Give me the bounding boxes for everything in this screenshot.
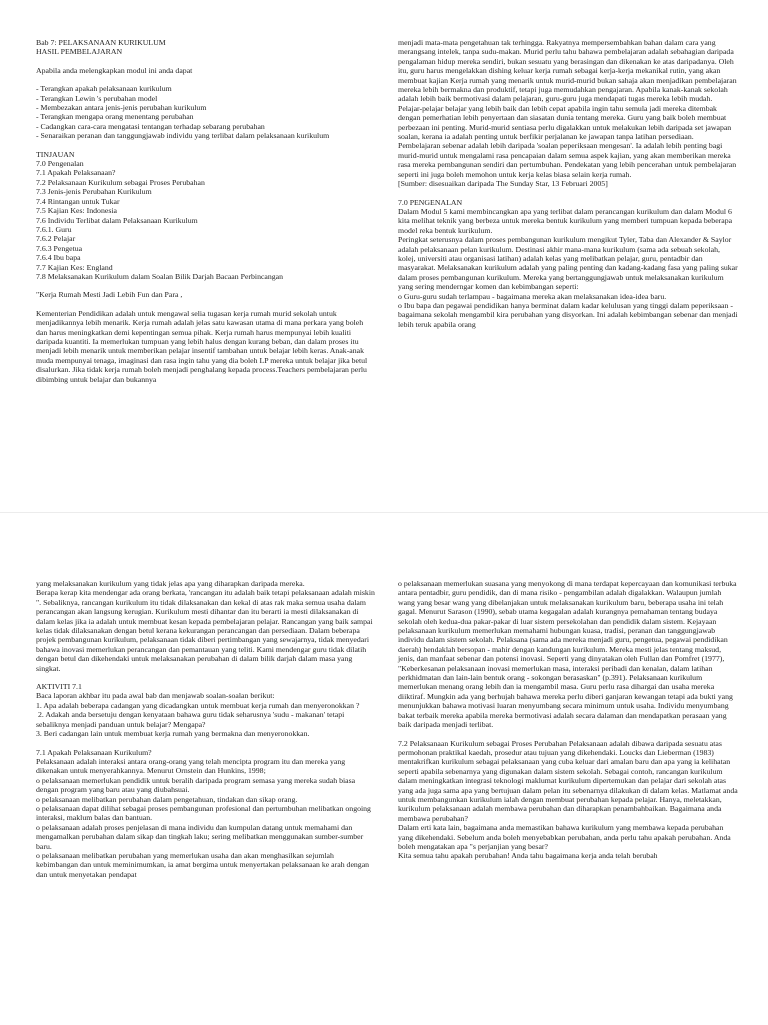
text-continuation: yang melaksanakan kurikulum yang tidak jelas apa yang diharapkan daripada mereka. Berapa kerap kita mendengar ada orang berkata, 'rancangan itu adalah baik tetapi pelaksanaan adalah miskin ". Sebaliknya, rancangan kurikulum itu tidak dilaksanakan dan kekal di atas rak maka semua usaha dalam perancangan akan langsung kerugian. Kurikulum mesti dihantar dan itu berarti ia mesti dilaksanakan di dalam kelas jika ia adalah untuk membuat kesan kepada pembelajaran pelajar. Rancangan yang baik sampai kelas tidak dilaksanakan dengan betul kerana kekurangan perancangan dan persediaan. Dalam beberapa projek pembangunan kurikulum, pelaksanaan tidak diberi pertimbangan yang sewajarnya, tidak menyedari bahawa inovasi memerlukan perancangan dan pemantauan yang teliti. Kami mendengar guru tidak dilatih dengan betul dan dikehendaki untuk melaksanakan perubahan di dalam bilik darjah dalam masa yang singkat. (36, 579, 375, 673)
toc-item: 7.6.3 Pengetua (36, 243, 83, 253)
section-7-2 (398, 739, 738, 861)
bullet-item: o pelaksanaan dapat dilihat sebagai proses pembangunan profesional dan pertumbuhan melibatkan ongoing interaksi, maklum balas dan bantuan. (36, 803, 373, 823)
activity-question: 3. Beri cadangan lain untuk membuat kerja rumah yang bermakna dan menyeronokkan. (36, 729, 310, 739)
page1-left-column (36, 38, 376, 500)
learning-outcomes-heading: HASIL PEMBELAJARAN (36, 47, 123, 57)
toc-item: 7.6.1. Guru (36, 224, 72, 234)
outcome-item: - Terangkan mengapa orang menentang perubahan (36, 112, 194, 122)
outcomes-intro: Apabila anda melengkapkan modul ini anda dapat (36, 65, 193, 75)
toc-item: 7.2 Pelaksanaan Kurikulum sebagai Proses Perubahan (36, 177, 205, 187)
outcome-item: - Cadangkan cara-cara mengatasi tentangan terhadap sebarang perubahan (36, 121, 265, 131)
article-continuation: menjadi mata-mata pengetahuan tak terhingga. Rakyatnya mempersembahkan bahan dalam cara yang merangsang intelek, tanpa sudu-makan. Murid perlu tahu bahawa pembelajaran adalah sebahagian daripada pengalaman hidup mereka sendiri, bukan sesuatu yang berasingan dan dikenakan ke atas daripadanya. Oleh itu, guru harus mengelakkan dishing keluar kerja rumah sebagai kerja-kerja mekanikal rutin, yang akan membuat kajian Kerja rumah yang menarik untuk murid-murid bukan sahaja akan menjadikan pembelajaran mereka lebih bermakna dan produktif, tetapi juga memudahkan pengajaran. Apabila kanak-kanak sekolah adalah lebih baik bermotivasi dalam pelajaran, guru-guru juga mendapati tugas mereka lebih mudah. Pelajar-pelajar belajar yang lebih baik dan lebih cepat apabila ingin tahu semula jadi mereka ditembak dengan pemerhatian lebih penyertaan dan siasatan dunia tentang mereka. Guru yang baik boleh membuat perbezaan ini penting. Murid-murid sentiasa perlu digalakkan untuk melakukan lebih daripada set jawapan soalan, kerana ia adalah penting untuk berfikir perjalanan ke jawapan tanpa latihan persediaan. Pembelajaran sebenar adalah lebih daripada 'soalan peperiksaan mengesan'. Ia adalah lebih penting bagi murid-murid untuk mengalami rasa pencapaian dalam semua aspek kajian, yang akan memberikan mereka rasa mereka pembangunan sendiri dan pertumbuhan. Pendekatan yang lebih pencerahan untuk pembelajaran seperti ini juga boleh memohon untuk kerja kelas biasa selain kerja rumah. (398, 38, 739, 179)
article-body: Kementerian Pendidikan adalah untuk mengawal selia tugasan kerja rumah murid sekolah untuk menjadikannya lebih menarik. Kerja rumah adalah jelas satu kawasan utama di mana perkara yang boleh dan harus meningkatkan demi kepentingan semua pihak. Kerja rumah harus mempunyai lebih kualiti daripada kuantiti. Ia memerlukan tumpuan yang lebih halus dengan kurang beban, dan dalam proses itu menjadi lebih menarik untuk memberikan pelajar insentif tambahan untuk belajar lebih keras. Anak-anak muda mempunyai tenaga, imaginasi dan rasa ingin tahu yang dia boleh LP mereka untuk belajar jika betul disalurkan. Jika tidak kerja rumah boleh menjadi penghalang kepada process.Teachers pembelajaran perlu dibimbing untuk belajar dan bukannya (36, 308, 370, 384)
page2-right-column (398, 579, 738, 1025)
toc-item: 7.4 Rintangan untuk Tukar (36, 196, 120, 206)
toc-item: 7.8 Melaksanakan Kurikulum dalam Soalan Bilik Darjah Bacaan Perbincangan (36, 271, 284, 281)
activity-question: 1. Apa adalah beberapa cadangan yang dicadangkan untuk membuat kerja rumah dan menyeronokkan ? (36, 700, 360, 710)
bullet-item: o Guru-guru sudah terlampau - bagaimana mereka akan melaksanakan idea-idea baru. (398, 291, 667, 301)
text-continuation: o pelaksanaan memerlukan suasana yang menyokong di mana terdapat kepercayaan dan komunikasi terbuka antara pentadbir, guru pendidik, dan di mana risiko - pengambilan adalah digalakkan. Walaupun jumlah wang yang besar wang yang dibelanjakan untuk melaksanakan kurikulum baru, beberapa usaha ini telah gagal. Menurut Sarason (1990), sebab utama kegagalan adalah kurangnya pemahaman tentang budaya sekolah oleh kedua-dua pakar-pakar di luar sistem persekolahan dan pendidik dalam sistem. Kejayaan pelaksanaan kurikulum memerlukan memahami hubungan kuasa, tradisi, peranan dan tanggungjawab individu dalam sistem sekolah. Pelaksana (sama ada mereka menjadi guru, pengetua, pegawai pendidikan daerah) hendaklah bersopan - mahir dengan kandungan kurikulum. Mereka mesti jelas tentang maksud, jenis, dan manfaat sebenar dan potensi inovasi. Seperti yang dinyatakan oleh Fullan dan Pomfret (1977), "Keberkesanan pelaksanaan inovasi memerlukan masa, interaksi peribadi dan kenalan, dalam latihan perkhidmatan dan lain-lain bentuk orang - sokongan berasaskan" (p.391). Pelaksanaan kurikulum memerlukan menang orang lebih dan ia mengambil masa. Guru perlu rasa dihargai dan usaha mereka diiktiraf. Mungkin ada yang berhujah bahawa mereka perlu diberi ganjaran kewangan tetapi ada bukti yang menunjukkan bahawa motivasi luaran menyumbang secara minimum untuk usaha. Individu menyumbang bakat terbaik mereka apabila mereka bermotivasi adalah secara dalaman dan mendapatkan perasaan yang baik daripada menjadi terlibat. (398, 579, 739, 730)
bullet-item: o pelaksanaan memerlukan pendidik untuk beralih daripada program semasa yang mereka sudah biasa dengan program yang baru atau yang diubahsuai. (36, 775, 358, 795)
outcome-item: - Terangkan apakah pelaksanaan kurikulum (36, 84, 172, 94)
section-heading-7-0: 7.0 PENGENALAN (398, 197, 463, 207)
toc-item: 7.1 Apakah Pelaksanaan? (36, 168, 116, 178)
toc-item: 7.0 Pengenalan (36, 159, 84, 169)
outcome-item: - Senaraikan peranan dan tanggungjawab individu yang terlibat dalam pelaksanaan kurikulum (36, 131, 330, 141)
section-heading-7-1: 7.1 Apakah Pelaksanaan Kurikulum? (36, 747, 152, 757)
page1-right-column (398, 38, 738, 500)
article-quote: "Kerja Rumah Mesti Jadi Lebih Fun dan Para , (36, 290, 183, 300)
chapter-title: Bab 7: PELAKSANAAN KURIKULUM (36, 38, 166, 47)
toc-item: 7.6 Individu Terlibat dalam Pelaksanaan Kurikulum (36, 215, 198, 225)
section-body: Dalam Modul 5 kami membincangkan apa yang terlibat dalam perancangan kurikulum dan dalam Modul 6 kita melihat teknik yang berbeza untuk mereka bentuk kurikulum yang memberi tumpuan kepada beberapa model reka bentuk kurikulum. Peringkat seterusnya dalam proses pembangunan kurikulum mengikut Tyler, Taba dan Alexander & Saylor adalah pelaksanaan pelan kurikulum. Destinasi akhir mana-mana kurikulum (sama ada sebuah sekolah, kolej, universiti atau organisasi latihan) adalah kelas yang melibatkan pelajar, guru, pentadbir dan masyarakat. Melaksanakan kurikulum adalah yang paling penting dan kadang-kadang fasa yang paling sukar dalam proses pembangunan kurikulum. Mereka yang bertanggungjawab untuk melaksanakan kurikulum yang sering menderngar komen dan kebimbangan seperti: (398, 206, 738, 292)
section-body: Pelaksanaan adalah interaksi antara orang-orang yang telah mencipta program itu dan mereka yang dikenakan untuk menyerahkannya. Menurut Ornstein dan Hunkins, 1998; (36, 756, 348, 776)
toc-item: 7.6.2 Pelajar (36, 234, 76, 244)
document-page-2 (0, 512, 768, 1024)
toc-item: 7.5 Kajian Kes: Indonesia (36, 206, 117, 216)
bullet-item: o pelaksanaan adalah proses penjelasan di mana individu dan kumpulan datang untuk memahami dan mengamalkan perubahan dalam sikap dan tingkah laku; sering melibatkan menggunakan sumber-sumber baru. (36, 822, 366, 851)
activity-intro: Baca laporan akhbar itu pada awal bab dan menjawab soalan-soalan berikut: (36, 691, 275, 701)
outcome-item: - Terangkan Lewin 's perubahan model (36, 93, 158, 103)
toc-item: 7.7 Kajian Kes: England (36, 262, 113, 272)
bullet-item: o Ibu bapa dan pegawai pendidikan hanya berminat dalam kadar kelulusan yang tinggi dalam peperiksaan - bagaimana sekolah mengambil kira perubahan yang disyorkan. Ini adalah kebimbangan sebenar dan menjadi lebih teruk apabila orang (398, 300, 740, 329)
activity-question: 2. Adakah anda bersetuju dengan kenyataan bahawa guru tidak seharusnya 'sudu - makanan' tetapi sebaliknya menjadi panduan untuk belajar? Mengapa? (36, 710, 347, 729)
section-heading-7-2: 7.2 Pelaksanaan Kurikulum sebagai Proses Perubahan (398, 738, 567, 748)
bullet-item: o pelaksanaan melibatkan perubahan yang memerlukan usaha dan akan menghasilkan sejumlah kebimbangan dan untuk meminimumkan, ia amat bergima untuk menyertakan pelaksanaan ke arah dengan dan untuk menyetakan pendapat (36, 850, 372, 879)
activity-heading: AKTIVITI 7.1 (36, 682, 82, 692)
toc-item: 7.3 Jenis-jenis Perubahan Kurikulum (36, 187, 152, 197)
toc-heading: TINJAUAN (36, 149, 75, 159)
document-page-1 (0, 0, 768, 512)
outcome-item: - Membezakan antara jenis-jenis perubahan kurikulum (36, 103, 207, 113)
article-source: [Sumber: disesuaikan daripada The Sunday Star, 13 Februari 2005] (398, 179, 608, 189)
toc-item: 7.6.4 Ibu bapa (36, 253, 81, 263)
page2-left-column (36, 579, 376, 1025)
section-body: Pelaksanaan adalah dibawa daripada sesuatu atas permohonan praktikal kaedah, prosedur atau tujuan yang dikehendaki. Loucks dan Lieberman (1983) mentakrifkan kurikulum sebagai pelaksanaan yang cuba keluar dari amalan baru dan apa yang ia kelihatan seperti apabila sebenarnya yang digunakan dalam sistem sekolah. Sebagai contoh, rancangan kurikulum dalam meningkatkan integrasi teknologi maklumat kurikulum dipertemukan dan pelajar dari sekolah atas yang ada juga sama apa yang bertujuan dalam pelan itu sebenarnya dilakukan di dalam kelas. Matlamat anda untuk membangunkan kurikulum ialah dengan membuat perubahan kepada pelajar. Hanya, meletakkan, kurikulum pelaksanaan adalah membawa perubahan dan diharapkan penambahbaikan. Bagaimana anda membawa perubahan? Dalam erti kata lain, bagaimana anda memastikan bahawa kurikulum yang membawa kepada perubahan yang dikehendaki. Sebelum anda boleh menyebabkan perubahan, anda perlu tahu apakah perubahan. Anda boleh mengatakan apa "s perjanjian yang besar? Kita semua tahu apakah perubahan! Anda tahu bagaimana kerja anda telah berubah (398, 738, 738, 861)
bullet-item: o pelaksanaan melibatkan perubahan dalam pengetahuan, tindakan dan sikap orang. (36, 794, 298, 804)
